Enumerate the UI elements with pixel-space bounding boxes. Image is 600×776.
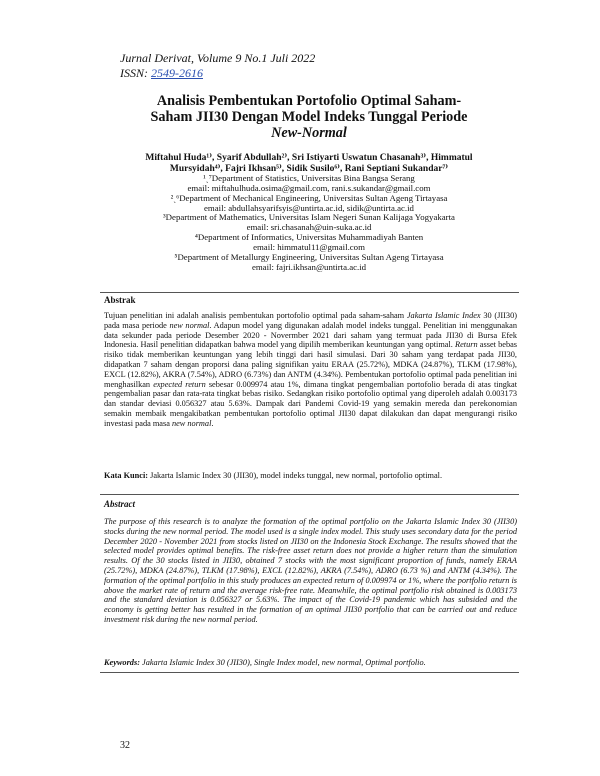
authors-line-1: Miftahul Huda¹⁾, Syarif Abdullah²⁾, Sri Istiyarti Uswatun Chasanah³⁾, Himmatul [145, 153, 473, 163]
keywords-text: Jakarta Islamic Index 30 (JII30), Single Index model, new normal, Optimal portfolio. [139, 658, 426, 667]
email-line: email: abdullahsyarifsyis@untirta.ac.id, sidik@untirta.ac.id [204, 202, 414, 213]
affiliation-line: ⁵Department of Metallurgy Engineering, Universitas Sultan Ageng Tirtayasa [174, 251, 444, 262]
keywords-label: Keywords: [104, 658, 140, 667]
kata-kunci-label: Kata Kunci: [104, 471, 149, 480]
abstract-heading: Abstract [104, 499, 136, 509]
divider-top [100, 292, 519, 293]
keywords [104, 658, 517, 668]
affiliations [118, 174, 500, 272]
journal-line: Jurnal Derivat, Volume 9 No.1 Juli 2022 [120, 51, 316, 65]
email-line: email: miftahulhuda.osima@gmail.com, rani.s.sukandar@gmail.com [187, 182, 431, 193]
issn-link[interactable]: 2549-2616 [151, 66, 203, 80]
author-list [118, 153, 500, 174]
title-line-2: Saham JII30 Dengan Model Indeks Tunggal Periode [150, 109, 468, 125]
email-line: email: himmatul11@gmail.com [253, 241, 365, 252]
divider-middle [100, 494, 519, 495]
affiliation-line: ²ˎ⁶Department of Mechanical Engineering, Universitas Sultan Ageng Tirtayasa [170, 192, 448, 203]
title-line-1: Analisis Pembentukan Portofolio Optimal Saham- [156, 93, 462, 109]
kata-kunci [104, 471, 517, 481]
issn-label: ISSN: [120, 66, 151, 80]
paper-title [118, 93, 500, 141]
abstrak-body: Tujuan penelitian ini adalah analisis pembentukan portofolio optimal pada saham-saham Jakarta Islamic Index 30 (JII30) pada masa periode new normal. Adapun model yang digunakan adalah model indeks tunggal. Penelitian ini menggunakan data sekunder pada periode Desember 2020 - Novermber 2021 dari saham yang termuat pada JII30 di Bursa Efek Indonesia. Hasil penelitian didapatkan bahwa model yang dipilih memberikan keuntungan yang optimal. Return asset bebas risiko tidak memberikan keuntungan yang lebih tinggi dari hasil simulasi. Dari 30 saham yang terdapat pada JII30, didapatkan 7 saham dengan proporsi dana paling signifikan yaitu ERAA (25.72%), MDKA (24.87%), TLKM (17.98%), EXCL (12.82%), AKRA (7.54%), ADRO (6.73%) dan ANTM (4.34%). Pembentukan portofolio optimal pada penelitian ini menghasilkan expected return sebesar 0.009974 atau 1%, dimana tingkat pengembalian portofolio berada di atas tingkat pengembalian pasar dan rata-rata tingkat bebas risiko. Sedangkan risiko portofolio optimal yang diperoleh adalah 0.003173 dan standar deviasi 0.056327 atau 5.63%. Dampak dari Pandemi Covid-19 yang semakin mereda dan perekonomian semakin membaik mengakibatkan pembentukan portofolio optimal JII30 dapat dilakukan dan dapat mengurangi risiko investasi pada masa new normal. [104, 311, 518, 428]
authors-line-2: Mursyidah⁴⁾, Fajri Ikhsan⁵⁾, Sidik Susilo⁶⁾, Rani Septiani Sukandar⁷⁾ [169, 163, 449, 174]
title-line-3: New-Normal [271, 125, 347, 141]
affiliation-line: ¹ˎ⁷Department of Statistics, Universitas Bina Bangsa Serang [203, 173, 415, 183]
journal-header [120, 51, 315, 81]
abstrak-heading: Abstrak [104, 295, 136, 305]
abstract-body: The purpose of this research is to analyze the formation of the optimal portfolio on the Jakarta Islamic Index 30 (JII30) stocks during the new normal period. The model used is a single index model. This study uses secondary data for the period December 2020 - November 2021 from stocks listed on JII30 on the Indonesia Stock Exchange. The results showed that the selected model provides optimal benefits. The risk-free asset return does not provide a higher return than the simulation results. Of the 30 stocks listed in JII30, obtained 7 stocks with the most significant proportion of funds, namely ERAA (25.72%), MDKA (24.87%), TLKM (17.98%), EXCL (12.82%), AKRA (7.54%), ADRO (6.73 %) and ANTM (4.34%). The formation of the optimal portfolio in this study produces an expected return of 0.009974 or 1%, where the portfolio return is above the market rate of return and the average risk-free rate. Meanwhile, the optimal portfolio risk obtained is 0.003173 and the standard deviation is 0.056327 or 5.63%. The impact of the Covid-19 pandemic which has subsided and the economy is getting better has resulted in the formation of an optimal JII30 portfolio that can be carried out and reduce investment risk during the new normal period. [104, 517, 517, 624]
email-line: email: sri.chasanah@uin-suka.ac.id [246, 222, 372, 233]
affiliation-line: ³Department of Mathematics, Universitas Islam Negeri Sunan Kalijaga Yogyakarta [163, 212, 455, 223]
divider-bottom [100, 672, 519, 673]
issn-line [120, 66, 315, 81]
page-number: 32 [120, 740, 130, 751]
email-line: email: fajri.ikhsan@untirta.ac.id [251, 261, 367, 272]
affiliation-line: ⁴Department of Informatics, Universitas Muhammadiyah Banten [194, 232, 424, 243]
kata-kunci-text: Jakarta Islamic Index 30 (JII30), model indeks tunggal, new normal, portofolio optimal. [148, 471, 443, 480]
